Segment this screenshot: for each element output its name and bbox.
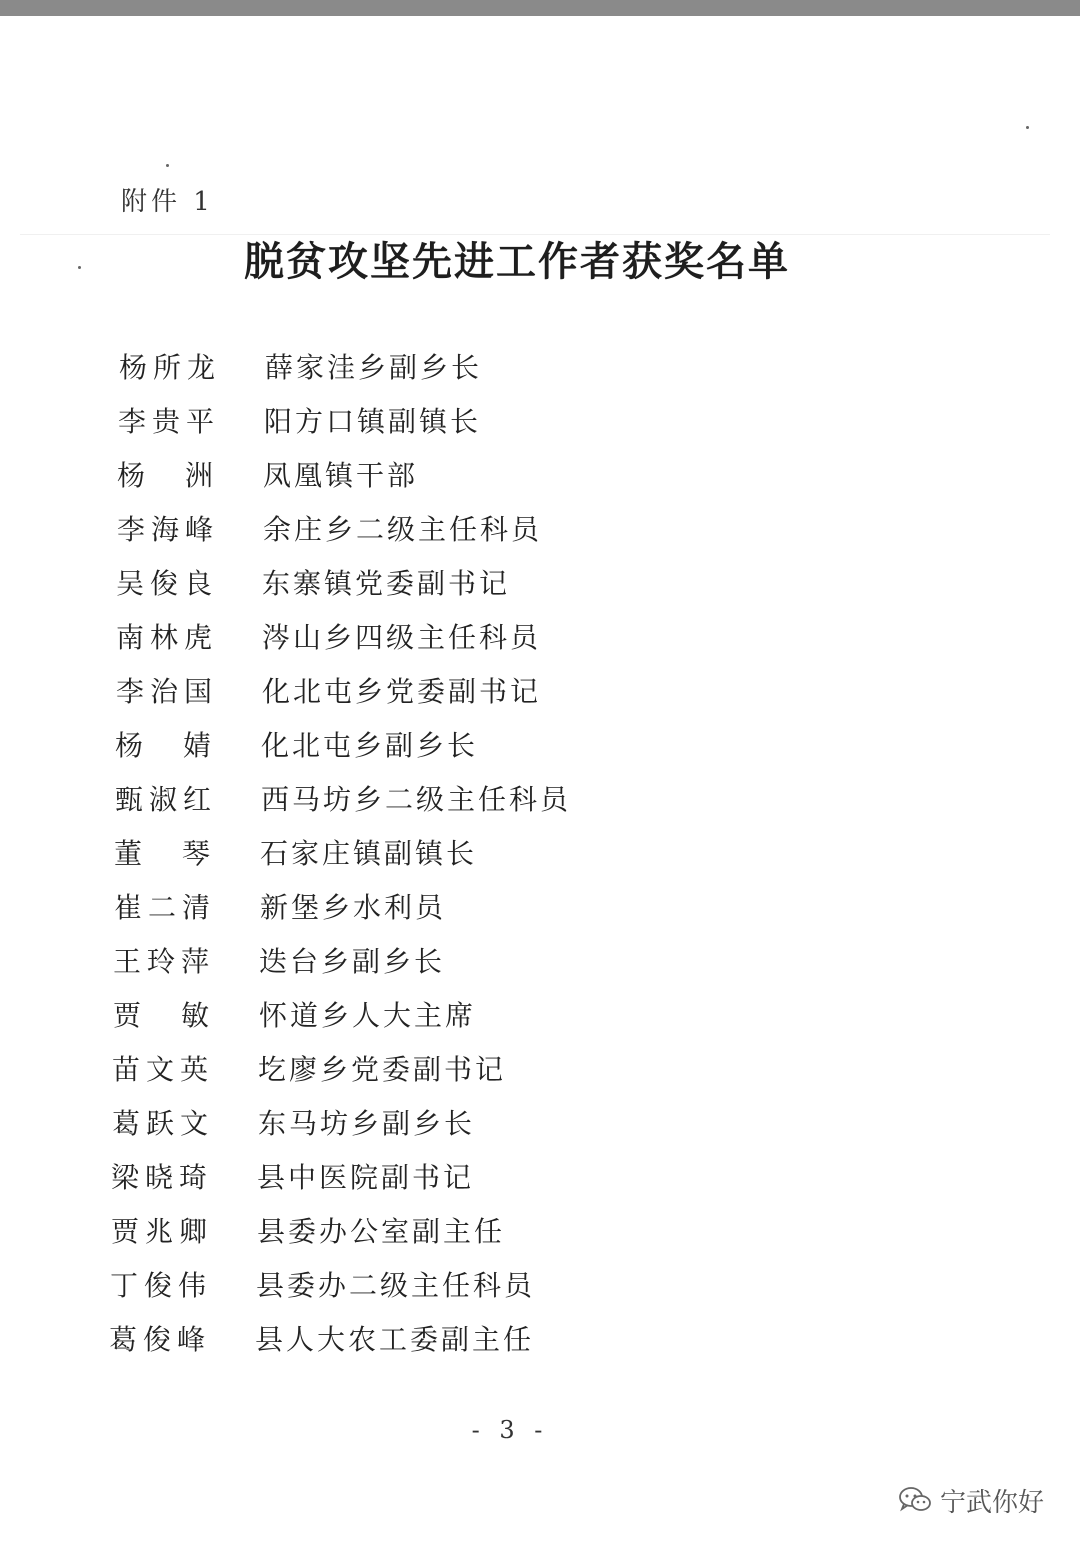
awardee-position: 石家庄镇副镇长 (260, 837, 478, 870)
awardee-position: 涔山乡四级主任科员 (262, 621, 542, 654)
scan-speck (1026, 126, 1029, 129)
awardee-name: 杨 洲 (117, 459, 213, 492)
awardee-name: 杨所龙 (119, 351, 215, 384)
watermark (898, 1482, 1044, 1518)
document-page (0, 16, 1080, 1547)
awardee-position: 东马坊乡副乡长 (258, 1107, 476, 1140)
awardee-name: 王玲萍 (113, 945, 209, 978)
watermark-text: 宁武你好 (940, 1487, 1045, 1518)
awardee-name: 甄淑红 (115, 783, 211, 816)
awardee-position: 县中医院副书记 (257, 1161, 475, 1194)
document-title: 脱贫攻坚先进工作者获奖名单 (244, 238, 790, 285)
awardee-name: 南林虎 (116, 621, 212, 654)
awardee-position: 县委办公室副主任 (257, 1215, 506, 1248)
awardee-position: 东寨镇党委副书记 (262, 567, 511, 600)
wechat-icon (898, 1486, 932, 1514)
awardee-position: 迭台乡副乡长 (259, 945, 446, 978)
awardee-position: 县人大农工委副主任 (255, 1323, 535, 1356)
awardee-name: 杨 婧 (115, 729, 211, 762)
awardee-position: 县委办二级主任科员 (256, 1269, 536, 1302)
scan-speck (166, 164, 169, 167)
awardee-name: 苗文英 (112, 1053, 208, 1086)
awardee-position: 余庄乡二级主任科员 (263, 513, 543, 546)
awardee-name: 梁晓琦 (111, 1161, 207, 1194)
attachment-label: 附件 1 (121, 187, 214, 217)
awardee-position: 化北屯乡副乡长 (261, 729, 479, 762)
awardee-name: 李海峰 (117, 513, 213, 546)
awardee-name: 吴俊良 (116, 567, 212, 600)
awardee-position: 怀道乡人大主席 (259, 999, 477, 1032)
awardee-position: 西马坊乡二级主任科员 (261, 783, 572, 816)
awardee-name: 李治国 (116, 675, 212, 708)
awardee-position: 新堡乡水利员 (260, 891, 447, 924)
awardee-name: 董 琴 (114, 837, 210, 870)
awardee-name: 贾 敏 (113, 999, 209, 1032)
page-number: - 3 - (471, 1416, 549, 1444)
awardee-name: 丁俊伟 (110, 1269, 206, 1302)
awardee-position: 阳方口镇副镇长 (264, 405, 482, 438)
awardee-position: 化北屯乡党委副书记 (262, 675, 542, 708)
awardee-position: 凤凰镇干部 (263, 459, 419, 492)
awardee-name: 葛跃文 (112, 1107, 208, 1140)
awardee-name: 贾兆卿 (111, 1215, 207, 1248)
awardee-name: 崔二清 (114, 891, 210, 924)
awardee-name: 李贵平 (118, 405, 214, 438)
awardee-position: 圪廖乡党委副书记 (258, 1053, 507, 1086)
top-border-bar (0, 0, 1080, 16)
awardee-position: 薛家洼乡副乡长 (265, 351, 483, 384)
awardee-name: 葛俊峰 (109, 1323, 205, 1356)
